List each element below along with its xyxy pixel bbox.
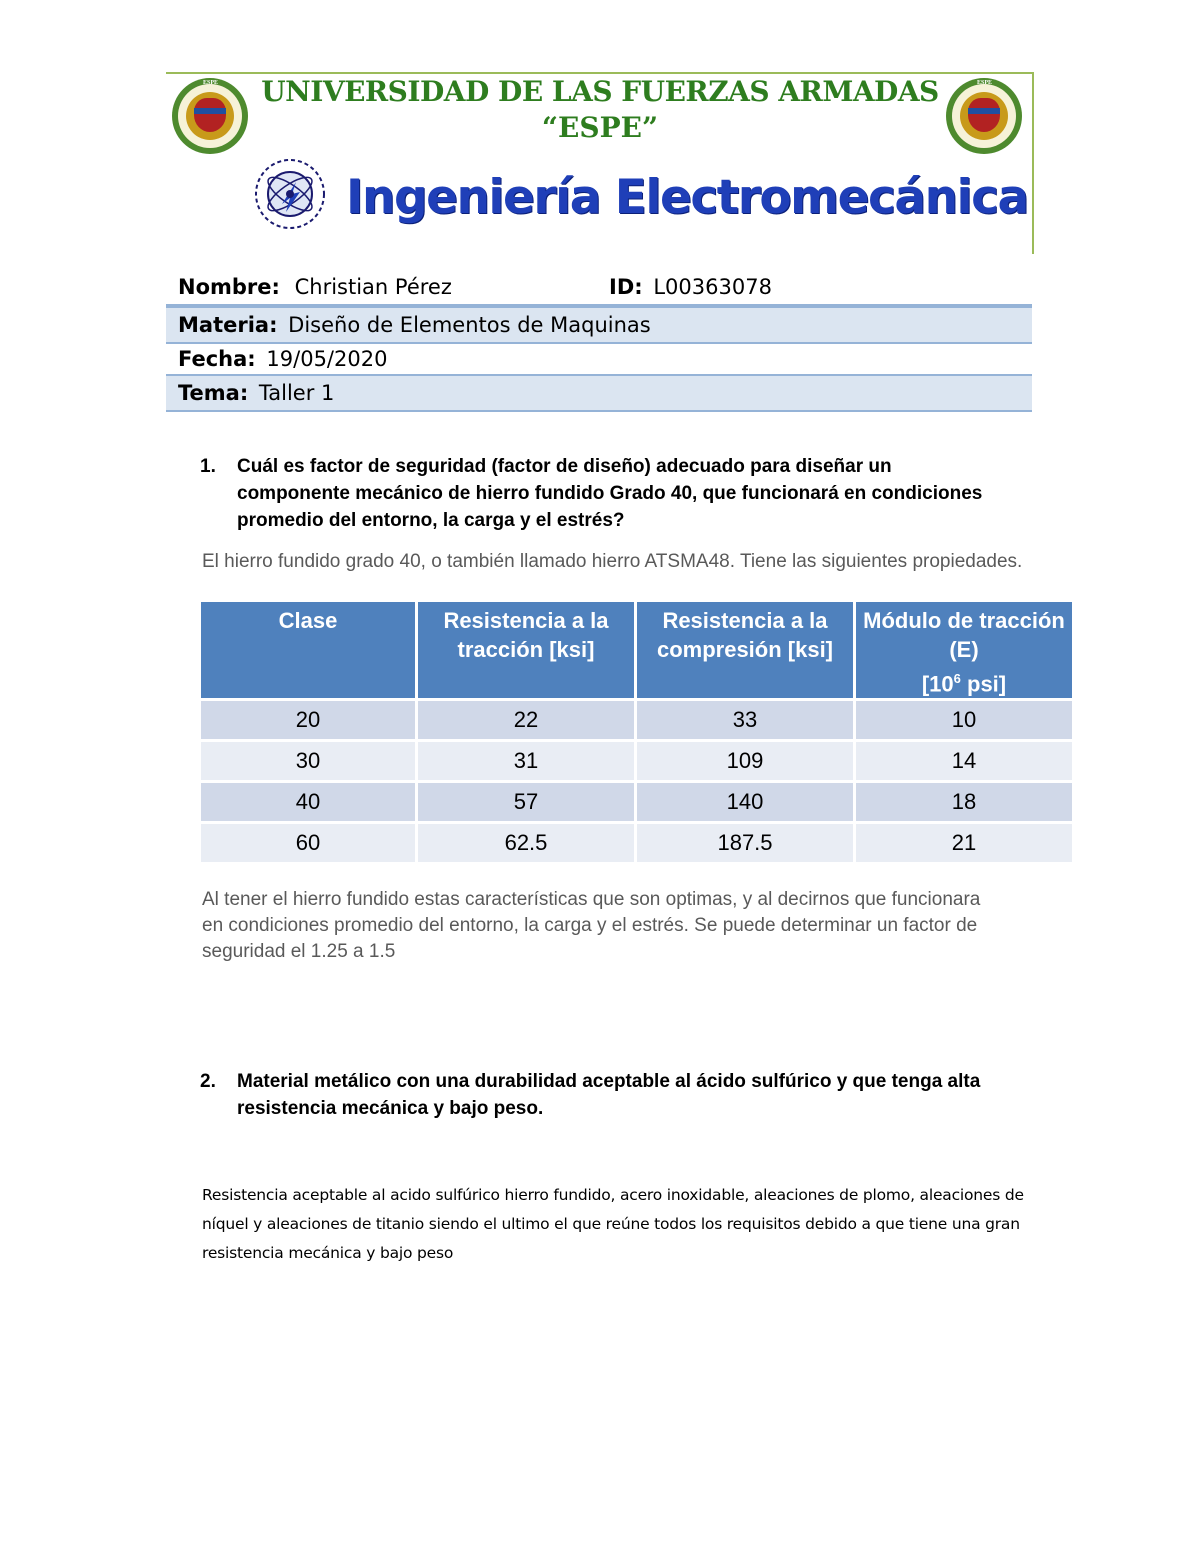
- table-cell: 21: [856, 824, 1072, 865]
- column-header-clase: Clase: [201, 602, 415, 701]
- properties-table: [198, 602, 1075, 865]
- materia-label: Materia:: [178, 313, 278, 337]
- table-cell: 40: [201, 783, 415, 824]
- fecha-label: Fecha:: [178, 347, 256, 371]
- question-text: Cuál es factor de seguridad (factor de diseño) adecuado para diseñar un componente mecánico de hierro fundido Grado 40, que funcionará en condiciones promedio del entorno, la carga y el estrés?: [237, 456, 983, 531]
- seal-label: ESPE: [203, 80, 219, 86]
- question-2: [200, 1068, 1000, 1124]
- modulo-header-unit-a: [10: [921, 671, 954, 697]
- table-cell: 18: [856, 783, 1072, 824]
- modulo-header-exponent: 6: [953, 671, 961, 686]
- table-cell: 22: [418, 701, 634, 742]
- program-title: Ingeniería Electromecánica: [346, 170, 1028, 225]
- espe-seal-right-icon: [946, 78, 1022, 154]
- nombre-value: Christian Pérez: [294, 275, 452, 299]
- table-row: [201, 701, 1072, 742]
- nombre-label: Nombre:: [178, 275, 280, 299]
- q2-answer: Resistencia aceptable al acido sulfúrico hierro fundido, acero inoxidable, aleaciones de plomo, aleaciones de níquel y aleaciones de titanio siendo el ultimo el que reúne todos los requisitos debido a que tiene una gran resistencia mecánica y bajo peso: [202, 1186, 1024, 1262]
- university-name: UNIVERSIDAD DE LAS FUERZAS ARMADAS: [261, 75, 939, 108]
- question-1: [200, 453, 1000, 537]
- question-number: 2.: [200, 1071, 216, 1092]
- table-cell: 20: [201, 701, 415, 742]
- table-cell: 33: [637, 701, 853, 742]
- table-cell: 10: [856, 701, 1072, 742]
- info-row-materia: [166, 306, 1032, 344]
- modulo-header-unit-b: psi]: [960, 671, 1007, 697]
- info-row-fecha: [166, 342, 1032, 378]
- materia-value: Diseño de Elementos de Maquinas: [288, 313, 651, 337]
- table-row: [201, 824, 1072, 865]
- table-cell: 14: [856, 742, 1072, 783]
- table-header-row: [201, 602, 1072, 701]
- table-cell: 62.5: [418, 824, 634, 865]
- modulo-header-text: Módulo de tracción (E): [863, 608, 1065, 662]
- espe-seal-left-icon: [172, 78, 248, 154]
- table-row: [201, 783, 1072, 824]
- info-row-nombre: [166, 270, 1032, 306]
- id-label: ID:: [609, 275, 643, 299]
- column-header-traccion: Resistencia a la tracción [ksi]: [418, 602, 634, 701]
- table-cell: 31: [418, 742, 634, 783]
- info-row-tema: [166, 374, 1032, 412]
- table-row: [201, 742, 1072, 783]
- tema-label: Tema:: [178, 381, 249, 405]
- table-cell: 109: [637, 742, 853, 783]
- table-cell: 57: [418, 783, 634, 824]
- seal-label: ESPE: [977, 80, 993, 86]
- university-acronym: “ESPE”: [541, 111, 659, 144]
- id-value: L00363078: [653, 275, 772, 299]
- table-cell: 187.5: [637, 824, 853, 865]
- table-cell: 30: [201, 742, 415, 783]
- fecha-value: 19/05/2020: [266, 347, 388, 371]
- q1-answer: Al tener el hierro fundido estas características que son optimas, y al decirnos que funcionara en condiciones promedio del entorno, la carga y el estrés. Se puede determinar un factor de seguridad el 1.25 a 1.5: [202, 889, 981, 962]
- question-number: 1.: [200, 456, 216, 477]
- q1-intro: El hierro fundido grado 40, o también llamado hierro ATSMA48. Tiene las siguientes propiedades.: [202, 551, 1023, 572]
- engineering-logo-icon: [252, 156, 328, 230]
- question-text: Material metálico con una durabilidad aceptable al ácido sulfúrico y que tenga alta resistencia mecánica y bajo peso.: [237, 1071, 981, 1119]
- column-header-modulo: [856, 602, 1072, 701]
- column-header-compresion: Resistencia a la compresión [ksi]: [637, 602, 853, 701]
- tema-value: Taller 1: [258, 381, 335, 405]
- table-cell: 140: [637, 783, 853, 824]
- table-cell: 60: [201, 824, 415, 865]
